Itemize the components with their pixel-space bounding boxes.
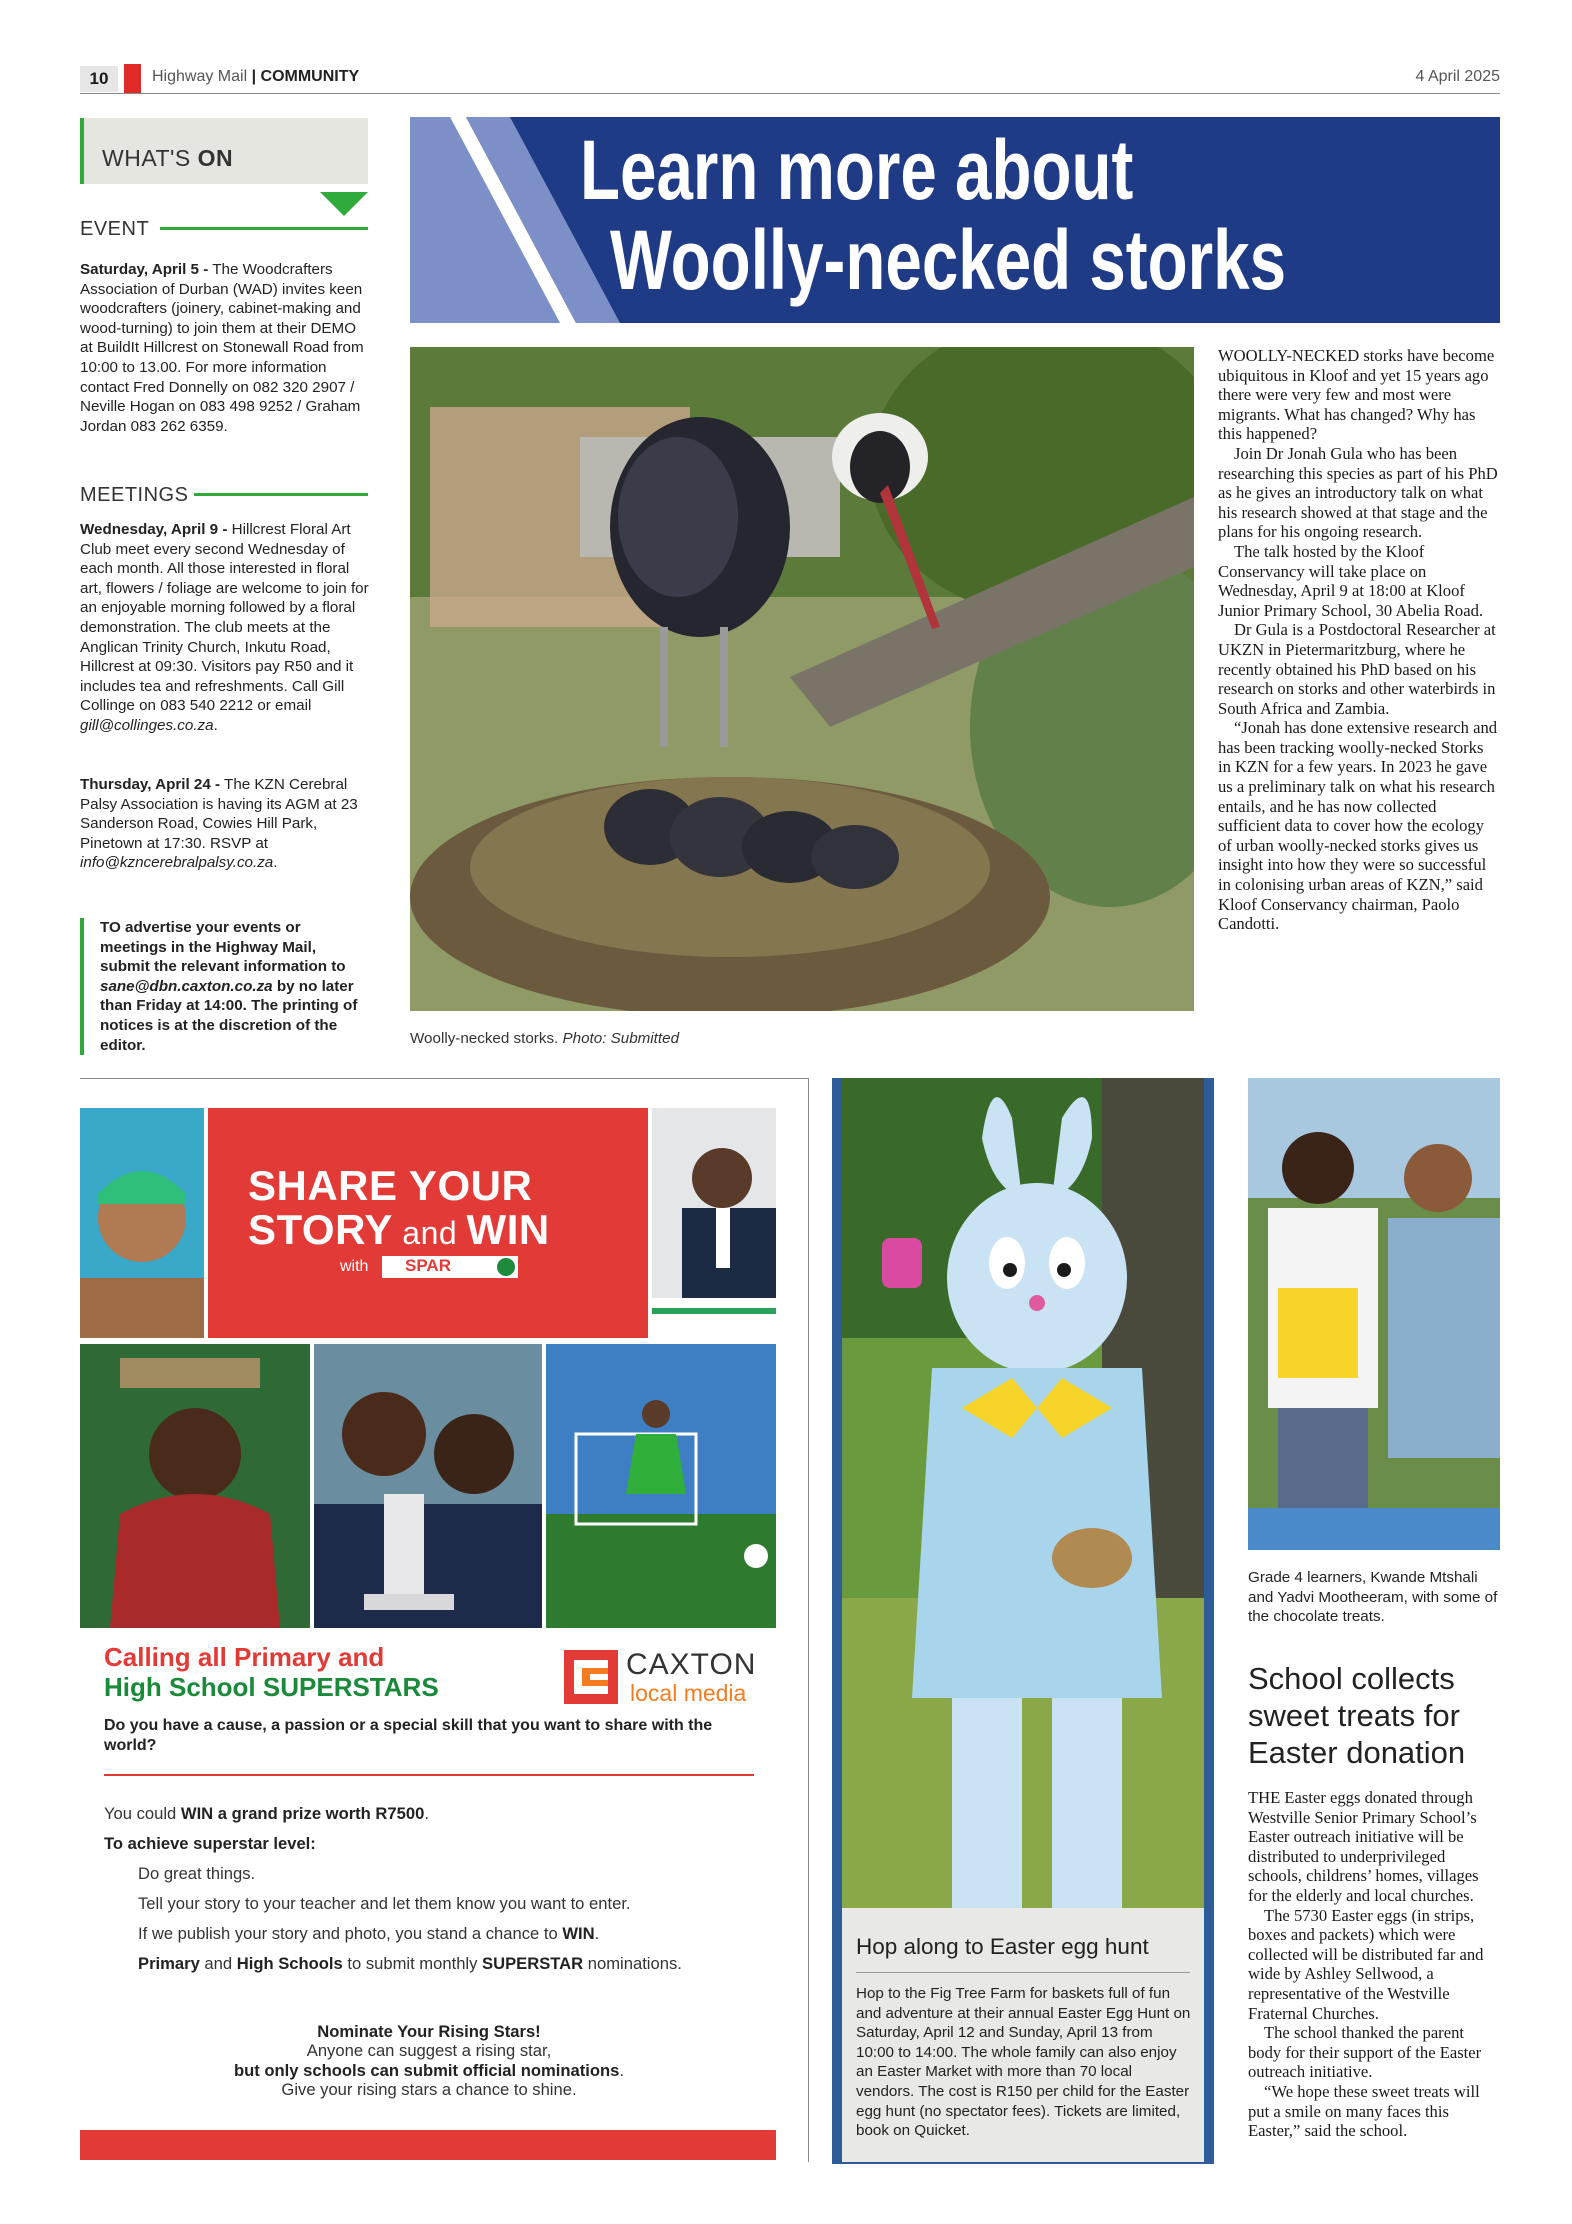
- advertise-part2: by no later than Friday at 14:00. The printing of notices is at the discretion of the editor.: [100, 977, 358, 1054]
- stork-paragraph: Join Dr Jonah Gula who has been researching this species as part of his PhD as he gives an introductory talk on what his research showed at that stage and the plans for his ongoing research.: [1218, 443, 1498, 542]
- ad-title-story: STORY: [248, 1206, 393, 1253]
- school-photo: [1248, 1078, 1500, 1550]
- ad-step-4-high: High Schools: [236, 1954, 343, 1973]
- publication-name: [152, 68, 359, 86]
- ad-photo-microscope: [314, 1344, 542, 1628]
- ad-nominate-line-2: [104, 2061, 754, 2080]
- ad-title-win: WIN: [466, 1206, 550, 1253]
- ad-photo-swimmer: [80, 1108, 204, 1338]
- headline-line-2: Woolly-necked storks: [610, 213, 1287, 307]
- ad-title-line-1: SHARE YOUR: [248, 1162, 533, 1209]
- section-name: | COMMUNITY: [251, 68, 360, 85]
- school-headline: School collects sweet treats for Easter donation: [1248, 1661, 1466, 1770]
- ad-nominate-line-3: Give your rising stars a chance to shine.: [281, 2080, 577, 2100]
- whats-on-title-plain: WHAT'S: [102, 145, 198, 171]
- stork-photo: [410, 347, 1194, 1011]
- ad-step-4-and: and: [199, 1954, 237, 1973]
- ad-prize-line: [104, 1804, 429, 1824]
- ad-step-2: Tell your story to your teacher and let them know you want to enter.: [138, 1894, 631, 1913]
- ad-prize-c: .: [424, 1804, 429, 1823]
- school-photo-caption: Grade 4 learners, Kwande Mtshali and Yadvi Mootheeram, with some of the chocolate treats.: [1248, 1569, 1498, 1626]
- ad-title-and: and: [392, 1215, 467, 1251]
- whats-on-title-bold: ON: [197, 145, 234, 171]
- ad-step-4-superstar: SUPERSTAR: [482, 1954, 584, 1973]
- easter-bunny-photo: [842, 1078, 1204, 1908]
- stork-photo-credit: Photo: Submitted: [562, 1030, 680, 1047]
- event-heading: EVENT: [80, 218, 150, 240]
- caxton-subtitle: local media: [630, 1680, 747, 1706]
- meetings-rule: [194, 493, 368, 496]
- ad-bottom-bar: [80, 2130, 776, 2160]
- ad-step-3-a: If we publish your story and photo, you stand a chance to: [138, 1924, 563, 1943]
- whats-on-triangle-icon: [320, 192, 368, 216]
- school-paragraph: THE Easter eggs donated through Westville Senior Primary School’s Easter outreach initiative will be distributed to underprivileged schools, childrens’ homes, villages for the elderly and local churches.: [1248, 1788, 1479, 1905]
- ad-calling-plain: Calling all: [104, 1642, 235, 1672]
- ad-calling-superstars: SUPERSTARS: [262, 1672, 439, 1702]
- meeting-2-email[interactable]: info@kzncerebralpalsy.co.za: [80, 854, 274, 872]
- advertise-email[interactable]: sane@dbn.caxton.co.za: [100, 977, 273, 995]
- meetings-heading: MEETINGS: [80, 484, 189, 506]
- spar-logo-text: SPAR: [405, 1256, 451, 1275]
- stork-paragraph: WOOLLY-NECKED storks have become ubiquitous in Kloof and yet 15 years ago there were very few and most were migrants. What has changed? Why has this happened?: [1218, 346, 1495, 444]
- stork-paragraph: The talk hosted by the Kloof Conservancy will take place on Wednesday, April 9 at 18:00 at Kloof Junior Primary School, 30 Abelia Road.: [1218, 541, 1484, 620]
- event-date: Saturday, April 5 -: [80, 261, 209, 278]
- ad-step-4: [138, 1954, 682, 1974]
- ad-title-line-2: [248, 1206, 550, 1254]
- school-article: [1248, 1788, 1500, 2141]
- ad-step-3-win: WIN: [562, 1924, 595, 1943]
- ad-step-3-c: .: [594, 1924, 600, 1943]
- ad-calling-high-school: High School: [104, 1672, 263, 1702]
- publication-title: Highway Mail: [152, 68, 248, 85]
- stork-paragraph: Dr Gula is a Postdoctoral Researcher at UKZN in Pietermaritzburg, where he recently obtained his PhD based on his research on storks and other waterbirds in South Africa and Zambia.: [1218, 620, 1496, 718]
- school-paragraph: The 5730 Easter eggs (in strips, boxes and packets) which were collected will be distributed far and wide by Ashley Sellwood, a representative of the Westville Fraternal Churches.: [1248, 1905, 1484, 2023]
- advertise-notice: [80, 918, 370, 1055]
- ad-step-1: Do great things.: [138, 1864, 256, 1883]
- ad-nominate-line-2-bold: but only schools can submit official nominations: [233, 2060, 620, 2080]
- meeting-2-text: The KZN Cerebral Palsy Association is having its AGM at 23 Sanderson Road, Cowies Hill Park, Pinetown at 17:30. RSVP at: [80, 776, 358, 852]
- stork-paragraph: “Jonah has done extensive research and has been tracking woolly-necked Storks in KZN for a few years. In 2023 he gave us a preliminary talk on what his research entails, and he has now collected sufficient data to cover how the ecology of urban woolly-necked storks gives us insight into how they were so successful in colonising urban areas of KZN,” said Kloof Conservancy chairman, Paolo Candotti.: [1218, 718, 1498, 934]
- ad-prize-b: WIN a grand prize worth R7500: [180, 1804, 425, 1823]
- easter-rule: [856, 1972, 1190, 1973]
- ad-step-3: [138, 1924, 599, 1944]
- easter-heading: Hop along to Easter egg hunt: [856, 1934, 1149, 1959]
- ad-with-label: with: [340, 1258, 369, 1275]
- ad-question: Do you have a cause, a passion or a special skill that you want to share with the world?: [104, 1717, 713, 1754]
- ad-photo-soccer: [546, 1344, 776, 1628]
- ad-step-4-primary: Primary: [138, 1954, 200, 1973]
- advertise-part1: TO advertise your events or meetings in the Highway Mail, submit the relevant information to: [100, 919, 346, 976]
- meeting-2-date: Thursday, April 24 -: [80, 776, 221, 793]
- school-paragraph: “We hope these sweet treats will put a smile on many faces this Easter,” said the school.: [1248, 2081, 1480, 2141]
- stork-caption-text: Woolly-necked storks.: [410, 1030, 563, 1047]
- page-number: 10: [80, 66, 118, 92]
- section-divider: [80, 1078, 808, 1079]
- stork-article: [1218, 346, 1498, 934]
- caxton-logo-icon: [564, 1650, 618, 1704]
- school-paragraph: The school thanked the parent body for their support of the Easter outreach initiative.: [1248, 2023, 1482, 2082]
- header-rule: [80, 93, 1500, 94]
- meeting-entry-2: [80, 775, 370, 873]
- event-entry: [80, 260, 370, 436]
- ad-nominate-line-1: Anyone can suggest a rising star,: [306, 2041, 552, 2061]
- event-text: The Woodcrafters Association of Durban (WAD) invites keen woodcrafters (joinery, cabinet-making and wood-turning) to join them at their DEMO at BuildIt Hillcrest on Stonewall Road from 10:00 to 13.00. For more information contact Fred Donnelly on 082 320 2907 / Neville Hogan on 083 498 9252 / Graham Jordan 083 262 6359.: [80, 261, 364, 435]
- spar-tree-icon: [497, 1258, 515, 1276]
- ad-prize-a: You could: [104, 1804, 181, 1823]
- ad-nominate-line-2-end: .: [619, 2060, 624, 2080]
- ad-nominate-title: [104, 2022, 754, 2041]
- meeting-1-date: Wednesday, April 9 -: [80, 521, 228, 538]
- ad-nominate-title-text: Nominate Your Rising Stars!: [317, 2022, 541, 2041]
- ad-photo-student-writing: [652, 1108, 776, 1338]
- stork-photo-caption: [410, 1030, 679, 1047]
- ad-calling-line-2: [104, 1672, 439, 1703]
- meeting-entry-1: [80, 520, 370, 736]
- whats-on-title: [102, 145, 233, 172]
- ad-calling-primary: Primary and: [234, 1642, 385, 1672]
- event-rule: [160, 227, 368, 230]
- ad-red-rule: [104, 1774, 754, 1776]
- issue-date: 4 April 2025: [1415, 68, 1500, 85]
- ad-calling-line-1: [104, 1642, 384, 1673]
- ad-achieve-line: [104, 1834, 316, 1854]
- headline-line-1: Learn more about: [580, 123, 1134, 217]
- meeting-1-end: .: [213, 716, 218, 734]
- meeting-1-email[interactable]: gill@collinges.co.za: [80, 716, 214, 734]
- meeting-2-end: .: [273, 854, 278, 872]
- column-divider: [808, 1078, 809, 2162]
- header-red-marker: [124, 64, 141, 94]
- ad-step-4-d: to submit monthly: [342, 1954, 483, 1973]
- ad-nominate-block: [104, 2022, 754, 2100]
- ad-achieve-text: To achieve superstar level:: [104, 1834, 316, 1853]
- ad-photo-boy-books: [80, 1344, 310, 1628]
- easter-body: Hop to the Fig Tree Farm for baskets full of fun and adventure at their annual Easter Egg Hunt on Saturday, April 12 and Sunday, April 13 from 10:00 to 14:00. The whole family can also enjoy an Easter Market with more than 70 local vendors. The cost is R150 per child for the Easter egg hunt (no spectator fees). Tickets are limited, book on Quicket.: [856, 1985, 1191, 2140]
- caxton-name: CAXTON: [626, 1648, 757, 1681]
- ad-step-4-f: nominations.: [583, 1954, 682, 1973]
- meeting-1-text: Hillcrest Floral Art Club meet every second Wednesday of each month. All those interested in floral art, flowers / foliage are welcome to join for an enjoyable morning followed by a floral demonstration. The club meets at the Anglican Trinity Church, Inkutu Road, Hillcrest at 09:30. Visitors pay R50 and it includes tea and refreshments. Call Gill Collinge on 083 540 2212 or email: [80, 521, 369, 715]
